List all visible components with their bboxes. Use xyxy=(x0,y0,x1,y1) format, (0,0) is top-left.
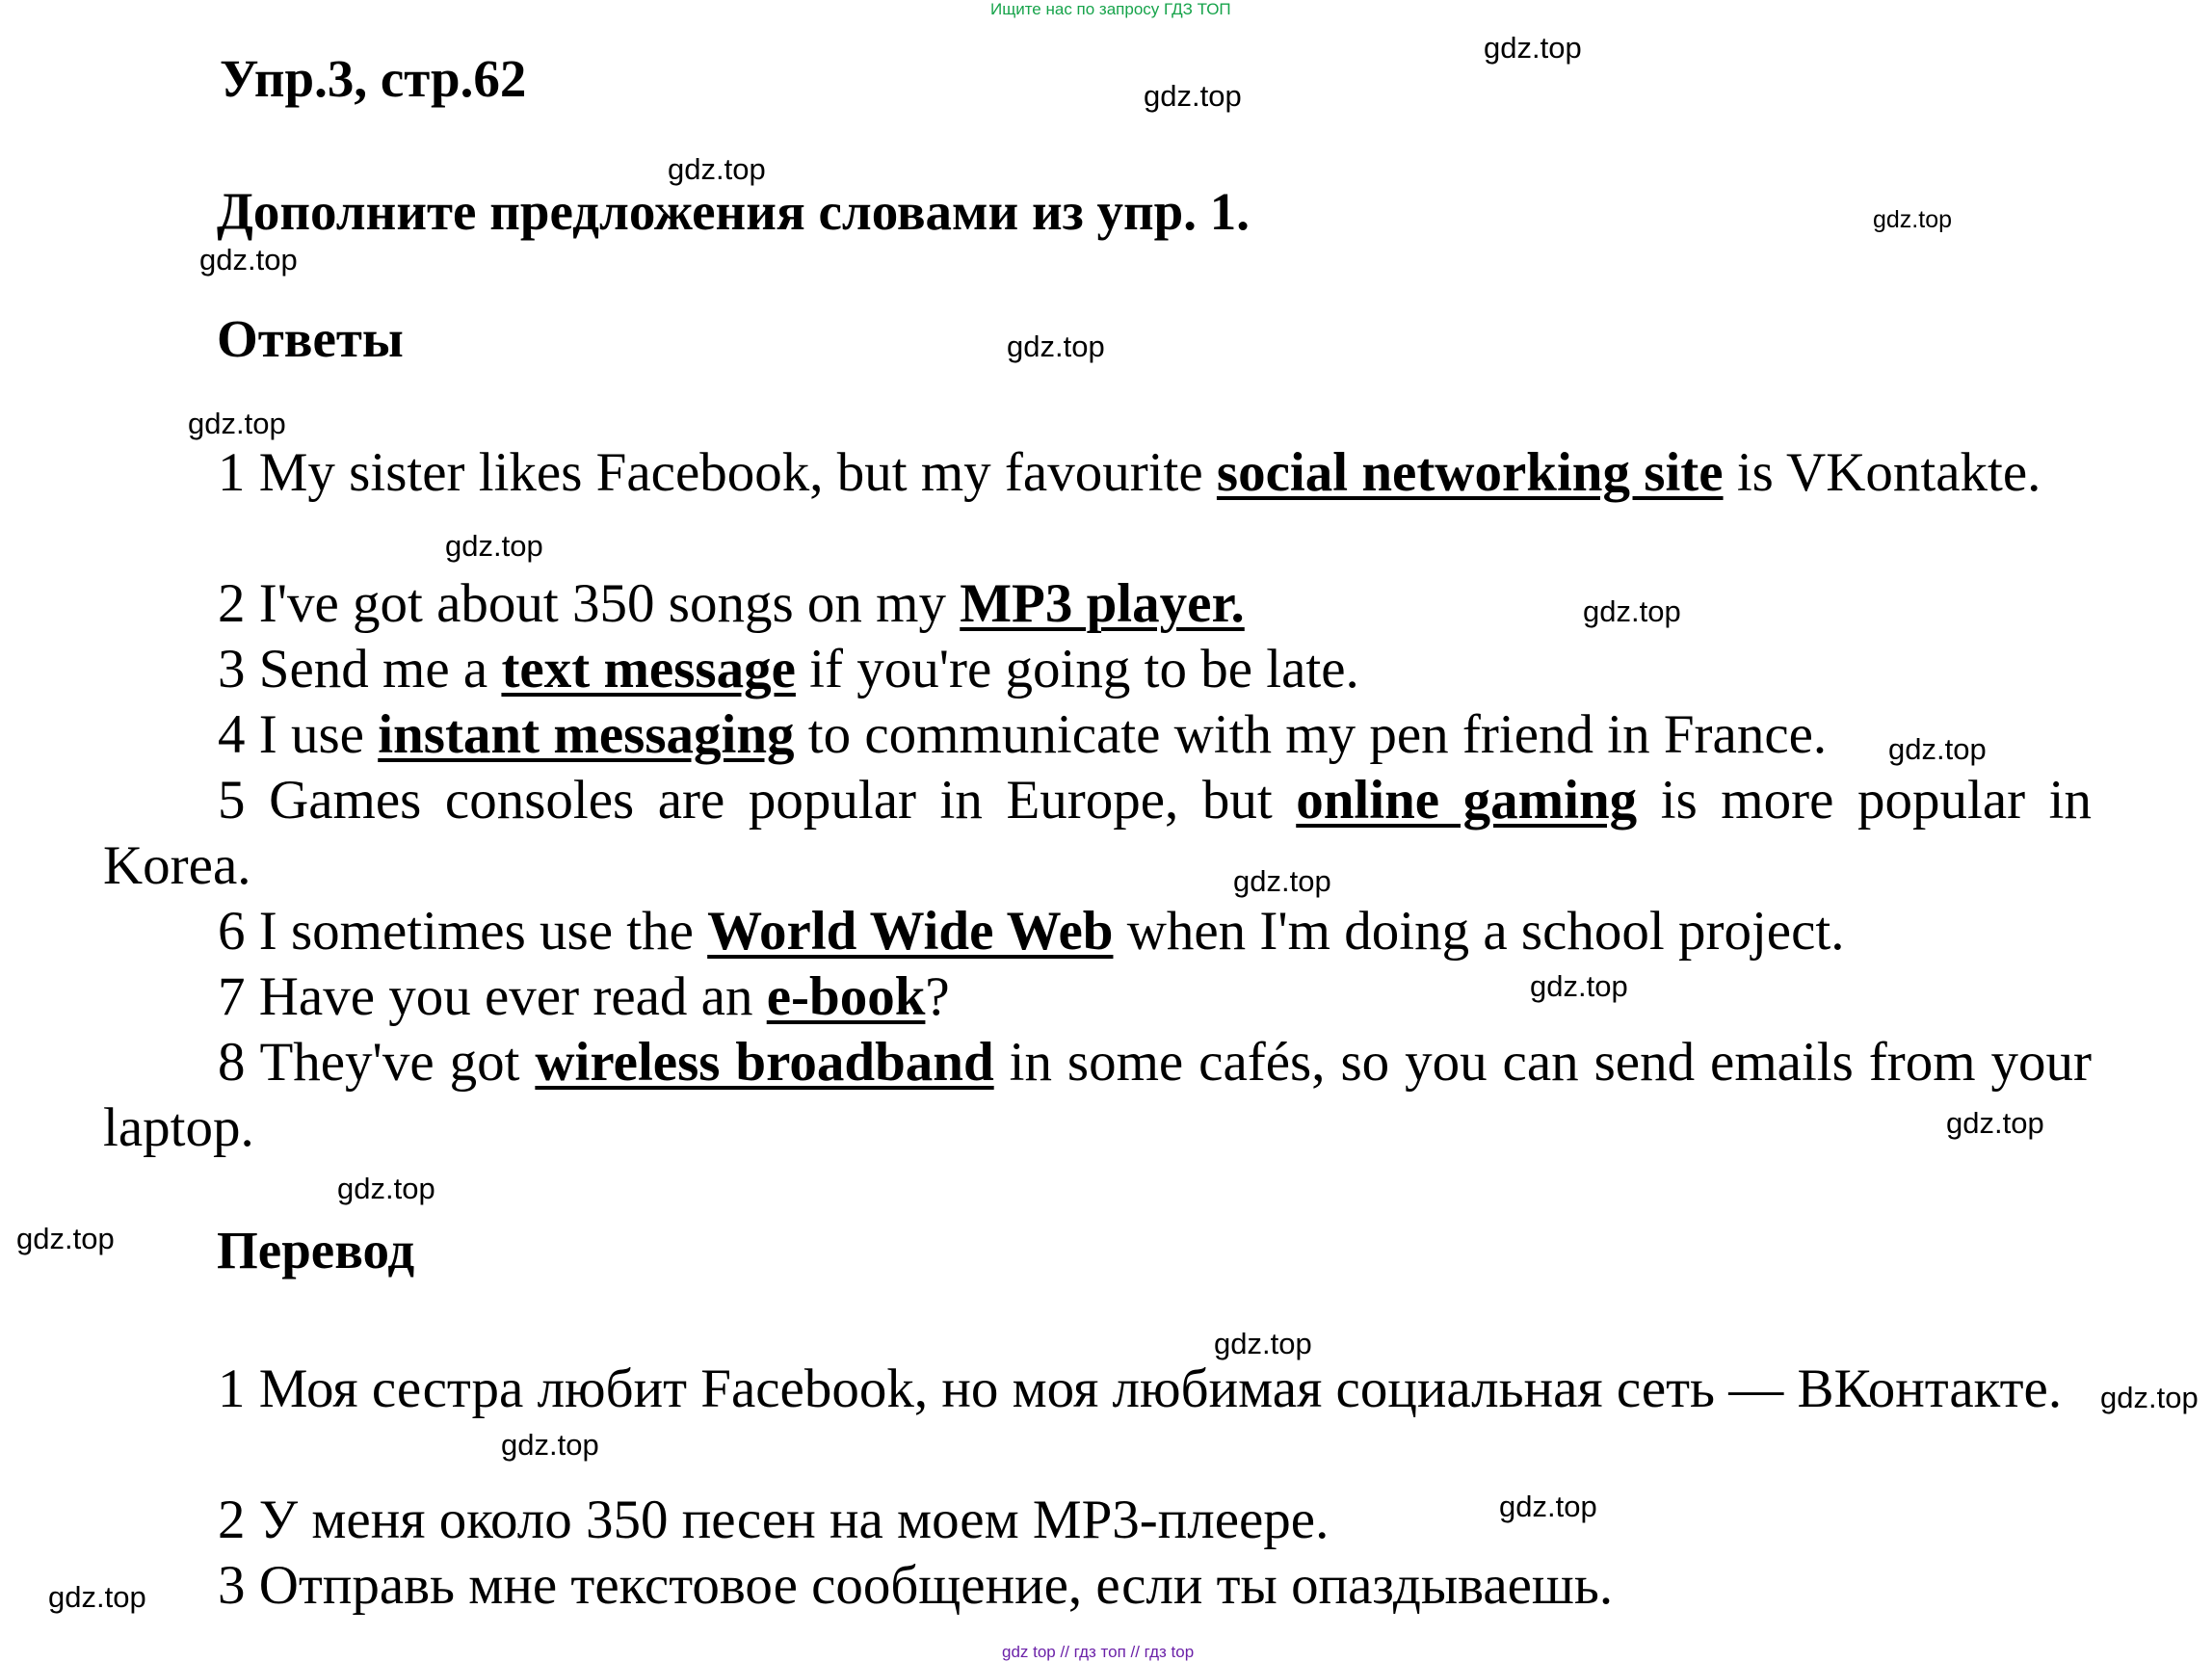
watermark: gdz.top xyxy=(1484,31,1582,65)
answer-6: 6 I sometimes use the World Wide Web when I'm doing a school project. xyxy=(218,901,1845,962)
answer-5: 5 Games consoles are popular in Europe, but online gaming is more popular in Korea. xyxy=(103,770,2092,896)
answers-heading: Ответы xyxy=(217,309,404,368)
watermark: gdz.top xyxy=(48,1580,146,1614)
answer-1: 1 My sister likes Facebook, but my favourite social networking site is VKontakte. xyxy=(218,442,2041,503)
exercise-title: Упр.3, стр.62 xyxy=(220,49,527,108)
watermark: gdz.top xyxy=(1583,594,1681,628)
watermark: gdz.top xyxy=(1499,1490,1597,1523)
translation-1: 1 Моя сестра любит Facebook, но моя любимая социальная сеть — ВКонтакте. xyxy=(218,1359,2063,1419)
watermark: gdz.top xyxy=(1007,330,1105,363)
answer-1-term: social networking site xyxy=(1216,442,1724,503)
watermark: gdz.top xyxy=(501,1428,599,1462)
translation-2: 2 У меня около 350 песен на моем MP3-плеере. xyxy=(218,1490,1330,1550)
answer-2: 2 I've got about 350 songs on my MP3 player. xyxy=(218,573,1245,634)
watermark: gdz.top xyxy=(1873,206,1953,233)
watermark: gdz.top xyxy=(445,529,543,563)
watermark: gdz.top xyxy=(16,1222,115,1255)
answer-6-term: World Wide Web xyxy=(707,901,1114,962)
answer-3: 3 Send me a text message if you're going to be late. xyxy=(218,639,1359,699)
answer-7-term: e-book xyxy=(766,966,926,1027)
bottom-banner: gdz top // гдз топ // гдз top xyxy=(1002,1643,1195,1661)
answer-3-term: text message xyxy=(501,639,796,699)
watermark: gdz.top xyxy=(2100,1381,2199,1414)
answer-8: 8 They've got wireless broadband in some cafés, so you can send emails from your laptop. xyxy=(103,1032,2092,1158)
watermark: gdz.top xyxy=(1144,79,1242,113)
answer-5-term: online gaming xyxy=(1296,770,1638,831)
answer-8-term: wireless broadband xyxy=(535,1032,994,1093)
watermark: gdz.top xyxy=(337,1172,435,1205)
watermark: gdz.top xyxy=(199,243,298,277)
watermark: gdz.top xyxy=(188,407,286,440)
watermark: gdz.top xyxy=(1888,732,1987,766)
watermark: gdz.top xyxy=(1214,1327,1312,1360)
answer-4: 4 I use instant messaging to communicate with my pen friend in France. xyxy=(218,704,1828,765)
answer-7: 7 Have you ever read an e-book? xyxy=(218,966,950,1027)
watermark: gdz.top xyxy=(668,152,766,186)
translation-3: 3 Отправь мне текстовое сообщение, если ты опаздываешь. xyxy=(218,1555,1614,1616)
watermark: gdz.top xyxy=(1233,864,1331,898)
watermark: gdz.top xyxy=(1530,969,1628,1003)
answer-4-term: instant messaging xyxy=(378,704,795,765)
task-instruction: Дополните предложения словами из упр. 1. xyxy=(217,182,1251,241)
translation-heading: Перевод xyxy=(217,1221,415,1279)
watermark: gdz.top xyxy=(1946,1106,2044,1140)
answer-2-term: MP3 player. xyxy=(960,573,1245,634)
top-banner: Ищите нас по запросу ГДЗ ТОП xyxy=(990,0,1231,18)
